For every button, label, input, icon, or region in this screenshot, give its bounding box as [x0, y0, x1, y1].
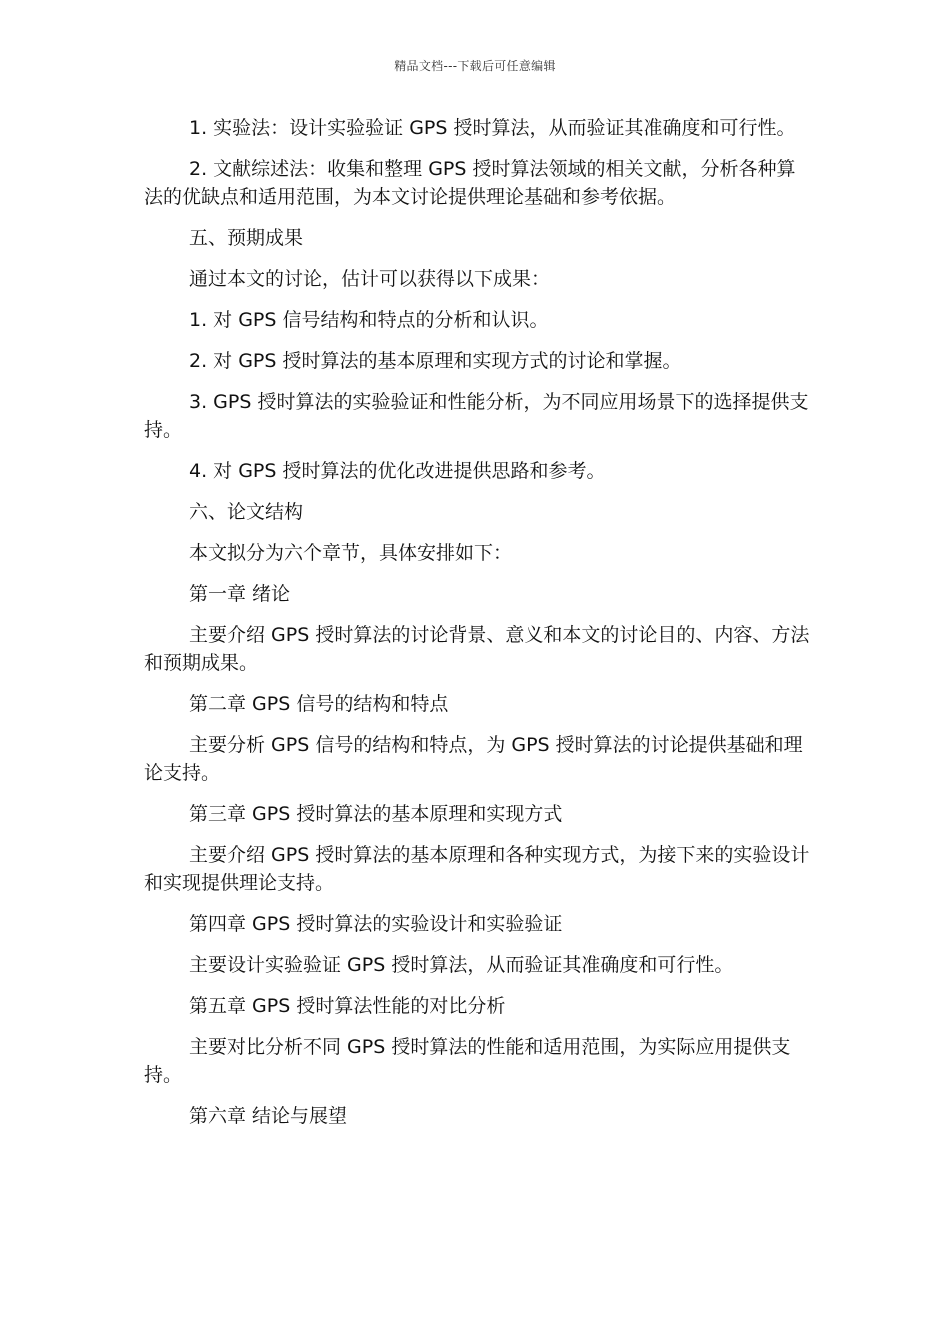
- paragraph-structure-intro: 本文拟分为六个章节，具体安排如下：: [189, 542, 513, 564]
- chapter-2-description: 主要分析 GPS 信号的结构和特点，为 GPS 授时算法的讨论提供基础和理论支持。: [144, 734, 803, 784]
- chapter-3-description: 主要介绍 GPS 授时算法的基本原理和各种实现方式，为接下来的实验设计和实现提供理论支持。: [144, 844, 810, 894]
- chapter-5-title: 第五章 GPS 授时算法性能的对比分析: [189, 995, 506, 1017]
- paragraph-result-2: 2. 对 GPS 授时算法的基本原理和实现方式的讨论和掌握。: [189, 350, 682, 372]
- chapter-4-description: 主要设计实验验证 GPS 授时算法，从而验证其准确度和可行性。: [189, 954, 734, 976]
- paragraph-method-literature: 2. 文献综述法：收集和整理 GPS 授时算法领域的相关文献，分析各种算法的优缺点和适用范围，为本文讨论提供理论基础和参考依据。: [144, 158, 796, 208]
- chapter-3-title: 第三章 GPS 授时算法的基本原理和实现方式: [189, 803, 563, 825]
- chapter-1-title: 第一章 绪论: [189, 583, 291, 605]
- section-heading-expected-results: 五、预期成果: [189, 227, 304, 249]
- chapter-5-description: 主要对比分析不同 GPS 授时算法的性能和适用范围，为实际应用提供支持。: [144, 1036, 791, 1086]
- chapter-2-title: 第二章 GPS 信号的结构和特点: [189, 693, 449, 715]
- document-body: [144, 114, 812, 1143]
- page-header: 精品文档---下载后可任意编辑: [394, 59, 556, 73]
- paragraph-method-experiment: 1. 实验法：设计实验验证 GPS 授时算法，从而验证其准确度和可行性。: [189, 117, 796, 139]
- section-heading-thesis-structure: 六、论文结构: [189, 501, 304, 523]
- paragraph-results-intro: 通过本文的讨论，估计可以获得以下成果：: [189, 268, 551, 290]
- chapter-1-description: 主要介绍 GPS 授时算法的讨论背景、意义和本文的讨论目的、内容、方法和预期成果。: [144, 624, 810, 674]
- paragraph-result-1: 1. 对 GPS 信号结构和特点的分析和认识。: [189, 309, 549, 331]
- paragraph-result-4: 4. 对 GPS 授时算法的优化改进提供思路和参考。: [189, 460, 606, 482]
- chapter-4-title: 第四章 GPS 授时算法的实验设计和实验验证: [189, 913, 563, 935]
- chapter-6-title: 第六章 结论与展望: [189, 1105, 348, 1127]
- paragraph-result-3: 3. GPS 授时算法的实验验证和性能分析，为不同应用场景下的选择提供支持。: [144, 391, 809, 441]
